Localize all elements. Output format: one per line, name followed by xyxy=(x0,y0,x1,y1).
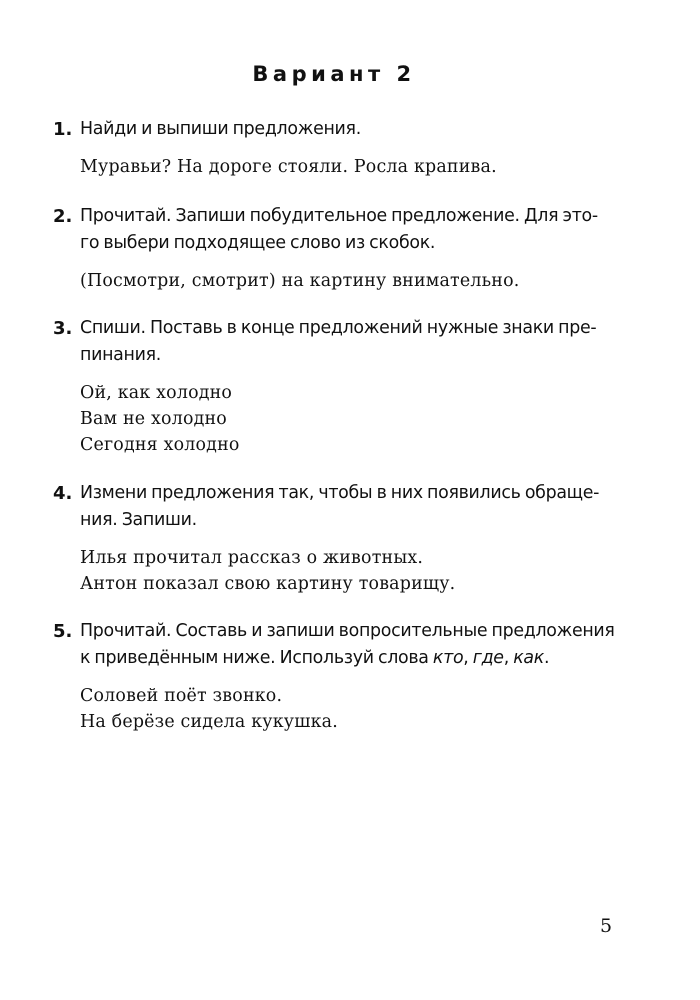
task-example xyxy=(80,268,622,294)
instruction-line: Прочитай. Составь и запиши вопросительные предложения xyxy=(80,621,615,641)
task-instruction xyxy=(80,480,622,534)
instruction-line: Спиши. Поставь в конце предложений нужные знаки пре- xyxy=(80,318,597,338)
example-line: Вам не холодно xyxy=(80,409,227,429)
task-4 xyxy=(53,480,622,597)
separator: , xyxy=(503,648,514,668)
task-3 xyxy=(53,315,622,458)
task-number: 2. xyxy=(53,206,73,227)
example-line: Муравьи? На дороге стояли. Росла крапива. xyxy=(80,157,497,177)
separator: , xyxy=(463,648,473,668)
instruction-text: к приведённым ниже. Используй слова xyxy=(80,648,433,668)
task-example xyxy=(80,154,622,180)
keyword-kak: как xyxy=(513,648,544,668)
task-number: 5. xyxy=(53,621,73,642)
task-instruction xyxy=(80,116,622,143)
page-title: Вариант 2 xyxy=(252,62,416,86)
task-example xyxy=(80,683,622,735)
task-instruction xyxy=(80,618,622,672)
task-instruction xyxy=(80,315,622,369)
example-line: Ой, как холодно xyxy=(80,383,233,403)
example-line: Сегодня холодно xyxy=(80,435,240,455)
task-instruction xyxy=(80,203,622,257)
example-line: (Посмотри, смотрит) на картину внимательно. xyxy=(80,271,520,291)
period: . xyxy=(543,648,550,668)
example-line: Антон показал свою картину товарищу. xyxy=(80,574,456,594)
instruction-line: ния. Запиши. xyxy=(80,510,197,530)
task-number: 3. xyxy=(53,318,73,339)
instruction-line: Найди и выпиши предложения. xyxy=(80,119,361,139)
task-number: 4. xyxy=(53,483,73,504)
instruction-line xyxy=(80,645,622,672)
instruction-line: Измени предложения так, чтобы в них появились обраще- xyxy=(80,483,600,503)
example-line: Соловей поёт звонко. xyxy=(80,686,283,706)
example-line: На берёзе сидела кукушка. xyxy=(80,712,338,732)
task-example xyxy=(80,380,622,458)
page-number: 5 xyxy=(600,915,613,937)
task-1 xyxy=(53,116,622,180)
instruction-line: Прочитай. Запиши побудительное предложение. Для это- xyxy=(80,206,598,226)
keyword-gde: где xyxy=(472,648,504,668)
example-line: Илья прочитал рассказ о животных. xyxy=(80,548,424,568)
task-example xyxy=(80,545,622,597)
task-number: 1. xyxy=(53,119,73,140)
instruction-line: го выбери подходящее слово из скобок. xyxy=(80,233,436,253)
keyword-kto: кто xyxy=(432,648,464,668)
instruction-line: пинания. xyxy=(80,345,161,365)
task-2 xyxy=(53,203,622,294)
task-5 xyxy=(53,618,622,735)
